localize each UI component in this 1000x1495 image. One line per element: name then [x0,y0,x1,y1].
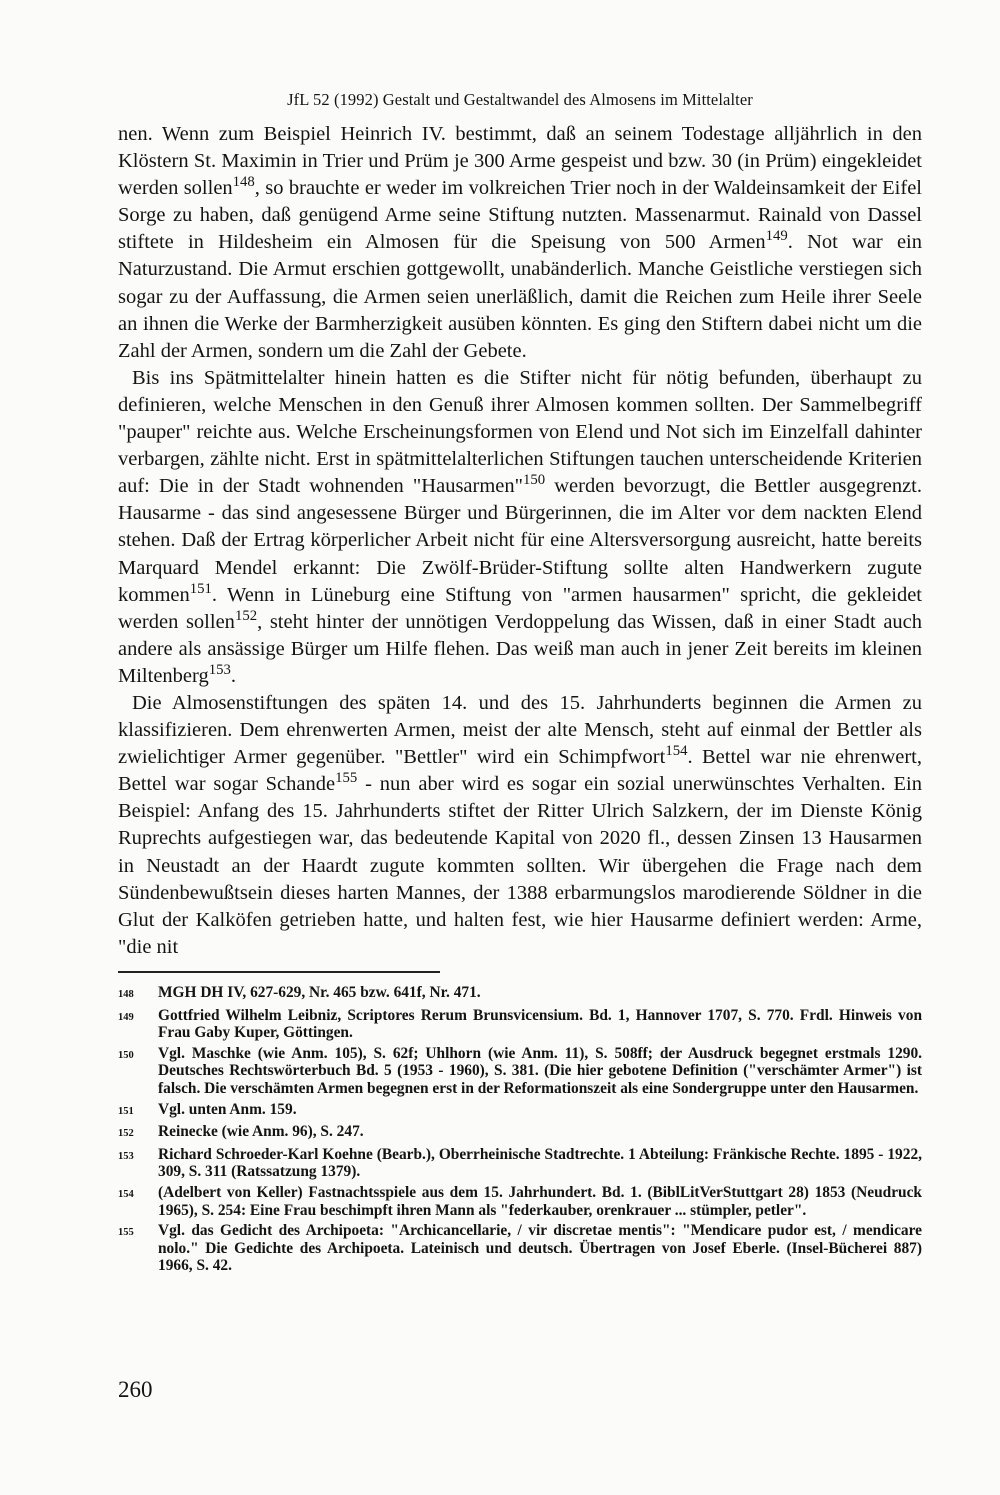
footnote-ref: 150 [523,472,546,489]
footnote-text: Richard Schroeder-Karl Koehne (Bearb.), Oberrheinische Stadtrechte. 1 Abteilung: Fränkische Rechte. 1895 - 1922, 309, S. 311 (Ratssatzung 1379). [158,1145,922,1181]
running-head: JfL 52 (1992) Gestalt und Gestaltwandel des Almosens im Mittelalter [287,90,753,109]
text-run: . Wenn in Lüneburg eine Stiftung von "armen hausarmen" spricht, die gekleidet werden sollen [118,583,922,633]
footnote-ref: 153 [208,661,231,678]
footnote-number: 151 [118,1105,134,1117]
paragraph [118,690,922,961]
footnote-text: Vgl. unten Anm. 159. [158,1100,297,1118]
text-run: . Bettel war nie ehrenwert, Bettel war sogar Schande [118,746,923,796]
footnote-number: 149 [118,1011,134,1023]
paragraph [118,121,922,365]
footnote-number: 154 [118,1188,134,1200]
footnote-text: (Adelbert von Keller) Fastnachtsspiele aus dem 15. Jahrhundert. Bd. 1. (BiblLitVerStuttgart 28) 1853 (Neudruck 1965), S. 254: Eine Frau beschimpft ihren Mann als "federkauber, orenkrauer ... stümpler, petler". [158,1183,922,1219]
footnote-ref: 151 [189,580,212,597]
text-run: - nun aber wird es sogar ein sozial unerwünschtes Verhalten. Ein Beispiel: Anfang des 15. Jahrhunderts stiftet der Ritter Ulrich Salzkern, der im Dienste König Ruprechts aufgestiegen war, das bedeutende Kapital von 2020 fl., dessen Zinsen 13 Hausarmen in Neustadt an der Haardt zugute kommten sollten. Wir übergehen die Frage nach dem Sündenbewußtsein dieses harten Mannes, der 1388 erbarmungslos marodierende Söldner in die Glut der Kalköfen getrieben hatte, und halten fest, wie hier Hausarme definiert werden: Arme, "die nit [118,773,922,958]
text-run: Bis ins Spätmittelalter hinein hatten es die Stifter nicht für nötig befunden, überhaupt zu definieren, welche Menschen in den Genuß ihrer Almosen kommen sollten. Der Sammelbegriff "pauper" reichte aus. Welche Erscheinungsformen von Elend und Not sich im Einzelfall dahinter verbargen, zählte nicht. Erst in spätmittelalterlichen Stiftungen tauchen unterscheidende Kriterien auf: Die in der Stadt wohnenden "Hausarmen" [118,366,922,498]
footnote-ref: 154 [665,743,688,760]
footnote-number: 155 [118,1227,134,1239]
footnote [118,1007,922,1042]
page-number: 260 [118,1377,153,1402]
footnote-ref: 152 [234,607,258,624]
footnote-text: Vgl. Maschke (wie Anm. 105), S. 62f; Uhlhorn (wie Anm. 11), S. 508ff; der Ausdruck begegnet erstmals 1290. Deutsches Rechtswörterbuch Bd. 5 (1953 - 1960), S. 381. (Die hier gebotene Definition ("verschämter Armer") ist falsch. Die verschämten Armen begegnen erst in der Reformationszeit als eine Sondergruppe unter den Hausarmen. [158,1044,922,1097]
footnote-text: MGH DH IV, 627-629, Nr. 465 bzw. 641f, Nr. 471. [158,984,481,1001]
paragraph [118,365,922,690]
footnotes [118,984,922,1278]
footnote-ref: 155 [335,770,358,787]
footnote [118,1101,922,1121]
footnote-number: 153 [118,1150,134,1162]
footnote-number: 148 [118,989,134,1000]
footnote [118,1146,922,1181]
footnote-number: 152 [118,1128,134,1140]
footnote-number: 150 [118,1049,134,1061]
footnote [118,984,922,1004]
text-run: . Not war ein Naturzustand. Die Armut erschien gottgewollt, unabänderlich. Manche Geistliche verstiegen sich sogar zu der Auffassung, die Armen seien unerläßlich, damit die Reichen zum Heile ihrer Seele an ihnen die Werke der Barmherzigkeit ausüben könnten. Es ging den Stiftern dabei nicht um die Zahl der Armen, sondern um die Zahl der Gebete. [118,231,923,362]
footnote-separator [118,971,440,973]
footnote [118,1045,922,1098]
footnote [118,1222,922,1275]
footnote [118,1184,922,1219]
text-run: , so brauchte er weder im volkreichen Trier noch in der Waldeinsamkeit der Eifel Sorge zu haben, daß genügend Arme seine Stiftung nutzten. Massenarmut. Rainald von Dassel stiftete in Hildesheim ein Almosen für die Speisung von 500 Armen [118,177,922,254]
footnote-text: Vgl. das Gedicht des Archipoeta: "Archicancellarie, / vir discretae mentis": "Mendicare pudor est, / mendicare nolo." Die Gedichte des Archipoeta. Lateinisch und deutsch. Übertragen von Josef Eberle. (Insel-Bücherei 887) 1966, S. 42. [158,1222,922,1275]
text-run: , steht hinter der unnötigen Verdoppelung das Wissen, daß in einer Stadt auch andere als ansässige Bürger um Hilfe flehen. Das weiß man auch in jener Zeit bereits im kleinen Miltenberg [118,610,923,687]
footnote-ref: 148 [232,174,255,191]
footnote [118,1123,922,1143]
text-run: nen. Wenn zum Beispiel Heinrich IV. bestimmt, daß an seinem Todestage alljährlich in den Klöstern St. Maximin in Trier und Prüm je 300 Arme gespeist und bzw. 30 (in Prüm) eingekleidet werden sollen [118,123,922,200]
footnote-text: Reinecke (wie Anm. 96), S. 247. [158,1123,364,1141]
footnote-text: Gottfried Wilhelm Leibniz, Scriptores Rerum Brunsvicensium. Bd. 1, Hannover 1707, S. 770. Frdl. Hinweis von Frau Gaby Kuper, Göttingen. [158,1006,922,1042]
main-text [118,121,922,961]
text-run: werden bevorzugt, die Bettler ausgegrenzt. Hausarme - das sind angesessene Bürger und Bürgerinnen, die im Alter vor dem nackten Elend stehen. Daß der Ertrag körperlicher Arbeit nicht für eine Altersversorgung ausreicht, hatte bereits Marquard Mendel erkannt: Die Zwölf-Brüder-Stiftung sollte alten Handwerkern zugute kommen [118,475,922,606]
text-run: Die Almosenstiftungen des späten 14. und des 15. Jahrhunderts beginnen die Armen zu klassifizieren. Dem ehrenwerten Armen, meist der alte Mensch, steht auf einmal der Bettler als zwielichtiger Armer gegenüber. "Bettler" wird ein Schimpfwort [118,691,922,769]
footnote-ref: 149 [765,228,788,245]
text-run: . [230,664,236,687]
